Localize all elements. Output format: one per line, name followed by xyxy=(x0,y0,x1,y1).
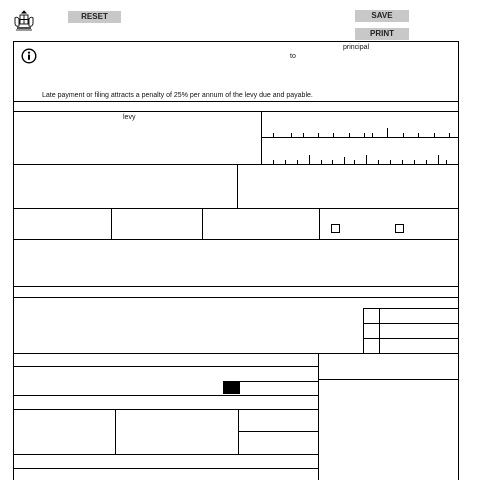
grid-line xyxy=(363,323,458,324)
row-line xyxy=(13,454,318,455)
ruler-tick xyxy=(333,133,334,137)
row-line xyxy=(13,353,459,354)
cell-divider xyxy=(202,208,203,239)
row-line xyxy=(13,111,459,112)
ruler-tick xyxy=(449,133,450,137)
cell-divider xyxy=(237,164,238,208)
cell-divider xyxy=(318,353,319,480)
ruler-tick xyxy=(364,133,365,137)
ruler-tick xyxy=(344,157,345,164)
row-line xyxy=(240,381,318,382)
row-line xyxy=(13,395,318,396)
ruler-tick xyxy=(303,133,304,137)
cell-divider xyxy=(319,208,320,239)
checkbox-option-1[interactable] xyxy=(331,224,340,233)
ruler-tick xyxy=(273,133,274,137)
row-line xyxy=(13,101,459,102)
ruler-line xyxy=(261,137,458,138)
row-line xyxy=(13,164,459,165)
penalty-notice: Late payment or filing attracts a penalty of 25% per annum of the levy due and payable. xyxy=(42,92,313,99)
row-line xyxy=(13,239,459,240)
cell-divider xyxy=(111,208,112,239)
cell-divider xyxy=(115,409,116,454)
row-line xyxy=(13,468,318,469)
ruler-tick xyxy=(403,133,404,137)
ruler-tick xyxy=(372,133,373,137)
grid-divider xyxy=(363,308,364,353)
principal-label: principal xyxy=(343,44,370,51)
ruler-tick xyxy=(349,133,350,137)
levy-label: levy xyxy=(123,114,136,121)
row-line xyxy=(13,409,318,410)
ruler-tick xyxy=(434,133,435,137)
form-right-border xyxy=(458,41,459,480)
row-line xyxy=(238,431,318,432)
ruler-tick xyxy=(291,133,292,137)
ruler-tick xyxy=(309,155,310,164)
ruler-tick xyxy=(366,155,367,164)
row-line xyxy=(13,208,459,209)
save-button[interactable]: SAVE xyxy=(355,10,409,22)
row-line xyxy=(13,297,459,298)
ruler-tick xyxy=(418,133,419,137)
grid-line xyxy=(363,308,458,309)
row-line xyxy=(318,379,458,380)
form-top-border xyxy=(13,41,459,42)
form-left-border xyxy=(13,41,14,480)
grid-divider xyxy=(379,308,380,353)
row-line xyxy=(13,366,318,367)
info-icon xyxy=(21,48,37,64)
reset-button[interactable]: RESET xyxy=(68,11,121,23)
row-line xyxy=(13,286,459,287)
grid-line xyxy=(363,338,458,339)
filled-marker xyxy=(223,381,240,394)
coat-of-arms-icon xyxy=(12,9,36,33)
ruler-tick xyxy=(318,133,319,137)
print-button[interactable]: PRINT xyxy=(355,28,409,40)
ruler-tick xyxy=(438,155,439,164)
to-label: to xyxy=(290,53,296,60)
ruler-tick xyxy=(387,128,388,137)
checkbox-option-2[interactable] xyxy=(395,224,404,233)
